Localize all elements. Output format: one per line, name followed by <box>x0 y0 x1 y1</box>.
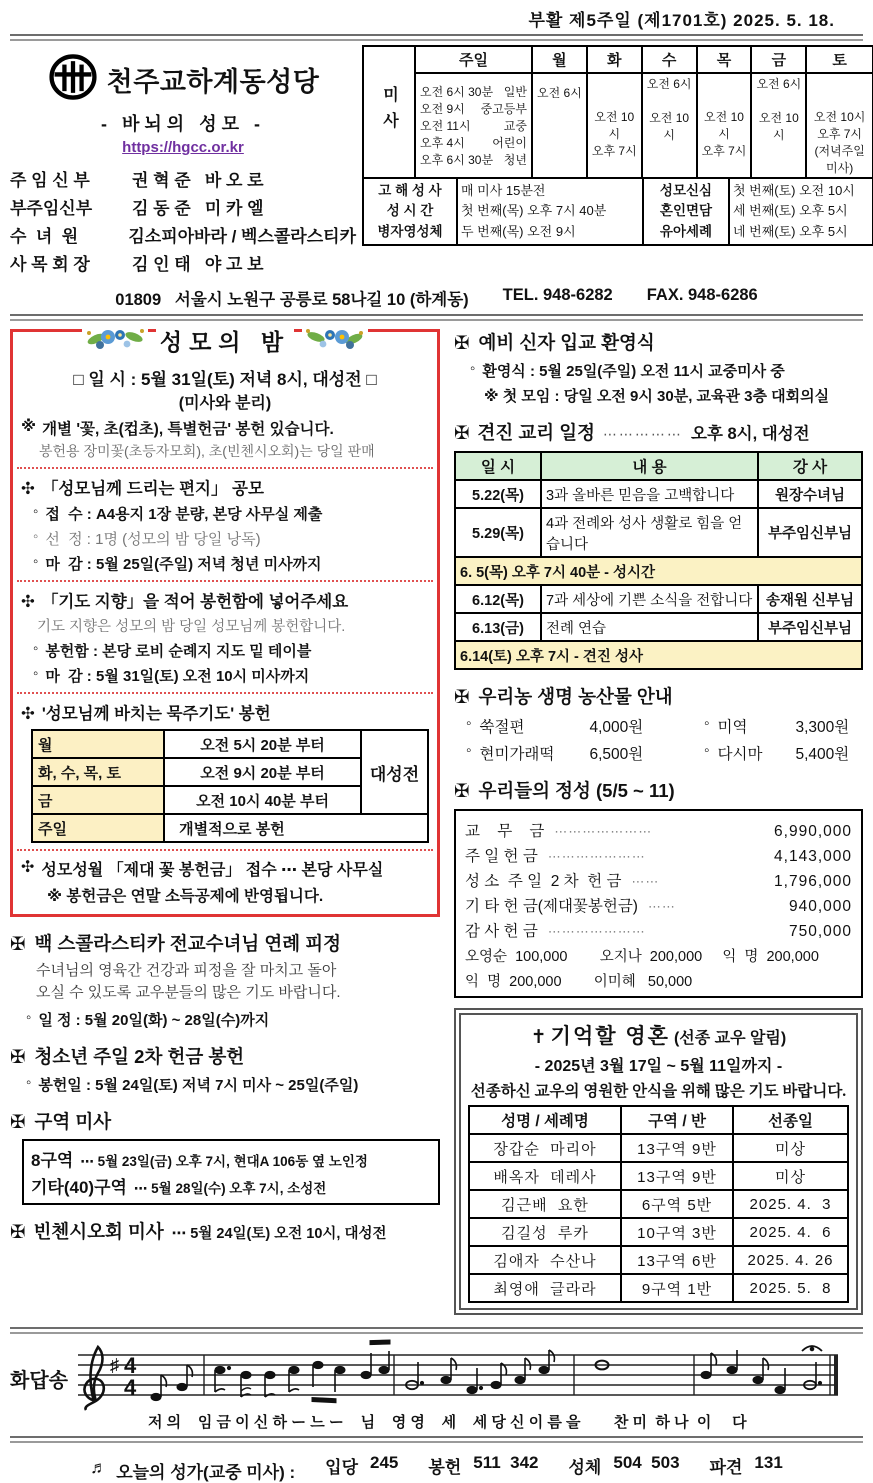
item-bullet: ◦ <box>33 528 39 545</box>
intention-item: 봉헌함 : 본당 로비 순례지 지도 밑 테이블 <box>45 643 312 660</box>
sacrament-labels: 성모신심 혼인면담 유아세례 <box>643 178 729 245</box>
welcome-section <box>454 329 863 406</box>
event-datetime: □ 일 시 : 5월 31일(토) 저녁 8시, 대성전 □ <box>73 370 377 389</box>
masthead <box>10 45 866 278</box>
table-row: 김애자 수산나 13구역 6반 2025. 4. 26 <box>469 1246 848 1274</box>
key-signature-sharp: ♯ <box>109 1355 119 1375</box>
music-note-icon: ♬ <box>90 1458 108 1477</box>
produce-section <box>454 683 863 764</box>
music-notes <box>151 1340 822 1403</box>
flower-decoration-icon <box>82 325 148 356</box>
confirmation-title: 견진 교리 일정 <box>477 422 596 443</box>
letter-item: 마 감 : 5월 25일(주일) 저녁 청년 미사까지 <box>45 556 322 573</box>
hymn-number: 511 342 <box>473 1453 539 1472</box>
rosary-day: 화, 수, 목, 토 <box>32 758 164 786</box>
retreat-item: 일 정 : 5월 20일(화) ~ 28일(수)까지 <box>38 1011 270 1029</box>
youth-offering-title: 청소년 주일 2차 헌금 봉헌 <box>34 1045 245 1067</box>
staff-name: 김 동 준 미 카 엘 <box>132 199 264 218</box>
section-bullet-icon: ✠ <box>454 780 470 801</box>
mass-col-header: 금 <box>751 46 806 73</box>
produce-price: 5,400원 <box>795 746 850 763</box>
staff-role: 사 목 회 장 <box>10 255 90 274</box>
mass-kind: 교중 <box>503 119 527 133</box>
top-divider <box>10 34 863 41</box>
produce-price: 3,300원 <box>795 719 850 736</box>
rosary-location: 대성전 <box>361 730 428 814</box>
welcome-note: ※ 첫 모임 : 당일 오전 9시 30분, 교육관 3층 대회의실 <box>484 388 830 405</box>
table-row: 6.13(금) 전례 연습 부주임신부님 <box>455 613 862 641</box>
time-signature-bottom: 4 <box>123 1375 137 1400</box>
hymn-number: 504 503 <box>613 1453 680 1472</box>
dotted-divider <box>17 580 433 582</box>
mass-kind: 중고등부 <box>480 102 527 116</box>
retreat-body: 오실 수 있도록 교우분들의 많은 기도 바랍니다. <box>36 983 341 1001</box>
table-row: 6.14(토) 오후 7시 - 견진 성사 <box>455 641 862 669</box>
staff-row <box>10 250 356 275</box>
responsorial-psalm <box>10 1339 863 1417</box>
table-header: 내 용 <box>541 452 758 480</box>
mass-time: 오전 9시 <box>420 102 465 116</box>
memorial-subtitle: (선종 교우 알림) <box>673 1030 787 1047</box>
flower-fee-title: 성모성월 「제대 꽃 봉헌금」 접수 ⋯ 본당 사무실 <box>41 862 384 879</box>
mass-time: 오전 11시 <box>420 119 471 133</box>
mass-kind: 일반 <box>503 85 527 99</box>
section-bullet-icon: ✠ <box>454 422 470 443</box>
district-name: 8구역 <box>31 1150 74 1170</box>
prayer-intention-sub: 기도 지향은 성모의 밤 당일 성모님께 봉헌합니다. <box>37 619 346 635</box>
mass-time: 오후 4시 <box>420 136 465 150</box>
offering-name: 교 무 금 <box>465 823 545 840</box>
district-detail: ⋯ 5월 28일(수) 오후 7시, 소성전 <box>133 1180 327 1196</box>
retreat-body: 수녀님의 영육간 건강과 피정을 잘 마치고 돌아 <box>36 962 337 979</box>
donor-line: 오영순 100,000 오지나 200,000 익 명 200,000 <box>465 949 819 965</box>
vincent-mass-detail: ⋯ 5월 24일(토) 오전 10시, 대성전 <box>171 1225 387 1242</box>
website-link[interactable]: https://hgcc.or.kr <box>122 139 244 156</box>
produce-price: 6,500원 <box>589 746 644 763</box>
letter-item: 접 수 : A4용지 1장 분량, 본당 사무실 제출 <box>45 506 323 523</box>
vincent-mass-section <box>10 1218 440 1244</box>
mass-schedule-table <box>362 45 873 179</box>
table-header: 일 시 <box>455 452 541 480</box>
sacrament-values: 첫 번째(토) 오전 10시 세 번째(토) 오후 5시 네 번째(토) 오후 5시 <box>729 178 873 245</box>
dotted-divider <box>17 467 433 469</box>
flower-fee-note: ※ 봉헌금은 연말 소득공제에 반영됩니다. <box>47 888 324 905</box>
table-header: 성명 / 세례명 <box>469 1106 621 1134</box>
item-bullet: ◦ <box>33 503 39 520</box>
offering-amount: 750,000 <box>788 923 852 940</box>
cross-bullet-icon: ✣ <box>21 593 35 611</box>
staff-row <box>10 194 356 219</box>
prayer-intention-title: 「기도 지향」을 적어 봉헌함에 넣어주세요 <box>41 593 349 611</box>
hymn-name: 봉헌 <box>428 1458 462 1477</box>
staff-name: 김 인 태 야 고 보 <box>132 255 264 274</box>
item-bullet: ◦ <box>466 742 472 759</box>
section-bullet-icon: ✠ <box>10 933 26 954</box>
hymns-label: 오늘의 성가(교중 미사) : <box>116 1463 296 1482</box>
hymn-name: 성체 <box>568 1458 602 1477</box>
mass-col-header: 토 <box>806 46 873 73</box>
flower-decoration-icon <box>302 325 368 356</box>
rosary-time: 개별적으로 봉헌 <box>164 814 428 842</box>
leader-dots: ⋯⋯⋯⋯⋯⋯⋯ <box>547 924 646 939</box>
hymn-number: 245 <box>370 1453 399 1472</box>
final-barline <box>834 1355 838 1395</box>
mass-col-header: 수 <box>642 46 697 73</box>
memorial-table <box>468 1105 849 1303</box>
mass-time: 오전 6시 30분 <box>420 85 494 99</box>
rosary-time: 오전 5시 20분 부터 <box>164 730 361 758</box>
staff-role: 주 임 신 부 <box>10 171 90 190</box>
table-row: 5.29(목) 4과 전례와 성사 생활로 힘을 얻습니다 부주임신부님 <box>455 508 862 557</box>
cross-bullet-icon: ✣ <box>21 859 35 876</box>
leader-dots: ⋯⋯ <box>647 899 676 914</box>
district-mass-section <box>10 1108 440 1205</box>
time-signature-top: 4 <box>123 1353 137 1378</box>
produce-price: 4,000원 <box>589 719 644 736</box>
music-staff <box>74 1339 842 1417</box>
note-bullet: ※ <box>21 418 37 435</box>
mass-time: 오후 6시 30분 <box>420 153 494 167</box>
memorial-message: 선종하신 교우의 영원한 안식을 위해 많은 기도 바랍니다. <box>470 1083 847 1100</box>
cross-bullet-icon: ✣ <box>21 480 35 498</box>
welcome-title: 예비 신자 입교 환영식 <box>478 332 655 353</box>
event-datetime-sub: (미사와 분리) <box>178 395 272 412</box>
mass-kind: 청년 <box>503 153 527 167</box>
district-mass-title: 구역 미사 <box>34 1110 112 1132</box>
header-divider <box>10 314 863 321</box>
table-row: 김근배 요한 6구역 5반 2025. 4. 3 <box>469 1190 848 1218</box>
staff-role: 수 녀 원 <box>10 227 79 246</box>
mass-row-label: 미사 <box>363 46 415 178</box>
item-bullet: ◦ <box>466 715 472 732</box>
church-name: 천주교하계동성당 <box>106 67 320 97</box>
rosary-time: 오전 9시 20분 부터 <box>164 758 361 786</box>
table-row: 6. 5(목) 오후 7시 40분 - 성시간 <box>455 557 862 585</box>
offerings-box <box>454 809 863 998</box>
mass-tue-cell: 오전 10시 오후 7시 <box>587 73 642 178</box>
offer-note: 개별 '꽃, 초(컵초), 특별헌금' 봉헌 있습니다. <box>42 421 334 438</box>
staff-role: 부주임신부 <box>10 199 93 218</box>
staff-row <box>10 222 356 247</box>
hymn-numbers-line <box>10 1453 863 1483</box>
sacrament-schedule-table <box>362 177 873 246</box>
rosary-day: 주일 <box>32 814 164 842</box>
district-name: 기타(40)구역 <box>31 1177 127 1197</box>
leader-dots: ⋯⋯⋯⋯⋯ <box>603 426 684 442</box>
madonna-night-box <box>10 329 440 917</box>
table-row: 김길성 루카 10구역 3반 2025. 4. 6 <box>469 1218 848 1246</box>
item-bullet: ◦ <box>470 360 476 377</box>
offering-amount: 940,000 <box>788 898 852 915</box>
dotted-divider <box>17 849 433 851</box>
hymn-name: 입당 <box>325 1458 359 1477</box>
item-bullet: ◦ <box>33 640 39 657</box>
table-row: 배옥자 데레사 13구역 9반 미상 <box>469 1162 848 1190</box>
table-row: 최영애 글라라 9구역 1반 2025. 5. 8 <box>469 1274 848 1302</box>
church-motto: - 바뇌의 성모 - <box>101 114 265 134</box>
cross-bullet-icon: ✣ <box>21 705 35 723</box>
memorial-box <box>454 1008 863 1315</box>
letter-item: 선 정 : 1명 (성모의 밤 당일 낭독) <box>45 531 261 548</box>
mass-wed-cell: 오전 6시 오전 10시 <box>642 73 697 178</box>
offering-amount: 4,143,000 <box>774 848 852 865</box>
rosary-day: 금 <box>32 786 164 814</box>
item-bullet: ◦ <box>26 1073 32 1091</box>
youth-offering-item: 봉헌일 : 5월 24일(토) 저녁 7시 미사 ~ 25일(주일) <box>38 1076 359 1094</box>
offering-amount: 6,990,000 <box>774 823 852 840</box>
section-bullet-icon: ✠ <box>454 332 470 353</box>
fax: FAX. 948-6286 <box>646 286 758 304</box>
mass-col-header: 월 <box>532 46 587 73</box>
table-row: 5.22(목) 3과 올바른 믿음을 고백합니다 원장수녀님 <box>455 480 862 508</box>
table-header: 선종일 <box>733 1106 848 1134</box>
produce-name: 다시마 <box>717 746 763 763</box>
mass-thu-cell: 오전 10시 오후 7시 <box>697 73 752 178</box>
leader-dots: ⋯⋯⋯⋯⋯⋯⋯ <box>554 824 653 839</box>
mass-mon-cell: 오전 6시 <box>532 73 587 178</box>
leader-dots: ⋯⋯⋯⋯⋯⋯⋯ <box>547 849 646 864</box>
retreat-title: 백 스콜라스티카 전교수녀님 연례 피정 <box>34 933 342 954</box>
produce-name: 현미가래떡 <box>479 746 555 763</box>
mass-fri-cell: 오전 6시 오전 10시 <box>751 73 806 178</box>
section-bullet-icon: ✠ <box>10 1045 26 1067</box>
offering-name: 감 사 헌 금 <box>465 923 538 940</box>
offering-name: 주 일 헌 금 <box>465 848 538 865</box>
sacrament-values: 매 미사 15분전 첫 번째(목) 오후 7시 40분 두 번째(목) 오전 9시 <box>457 178 643 245</box>
lyrics-line: 저 의 임 금 이 신 하 ー 느 ー 님 영 영 세 세 당 신 이 름 을 찬 미 하 나 이 다 <box>148 1414 747 1431</box>
issue-line: 부활 제5주일 (제1701호) 2025. 5. 18. <box>528 11 835 30</box>
bottom-divider <box>10 1436 863 1443</box>
hymn-name: 파견 <box>709 1458 743 1477</box>
table-row: 6.12(목) 7과 세상에 기쁜 소식을 전합니다 송재원 신부님 <box>455 585 862 613</box>
mass-sunday-cell <box>415 73 532 178</box>
item-bullet: ◦ <box>33 553 39 570</box>
section-bullet-icon: ✠ <box>454 686 470 707</box>
confirmation-table <box>454 451 863 670</box>
sacrament-labels: 고 해 성 사 성 시 간 병자영성체 <box>363 178 457 245</box>
rosary-offering-title: '성모님께 바치는 묵주기도' 봉헌 <box>41 705 271 723</box>
church-logo-icon <box>47 53 99 106</box>
staff-name: 권 혁 준 바 오 로 <box>132 171 264 190</box>
staff-name: 김소피아바라 / 벡스콜라스티카 <box>128 227 356 246</box>
address-line <box>10 286 863 310</box>
mass-sat-cell: 오전 10시 오후 7시 (저녁주일미사) <box>806 73 873 178</box>
item-bullet: ◦ <box>33 665 39 682</box>
youth-offering-section <box>10 1043 440 1095</box>
offerings-title: 우리들의 정성 (5/5 ~ 11) <box>478 780 675 801</box>
memorial-period: - 2025년 3월 17일 ~ 5월 11일까지 - <box>534 1058 783 1075</box>
retreat-section <box>10 930 440 1030</box>
item-bullet: ◦ <box>704 715 710 732</box>
produce-name: 미역 <box>717 719 748 736</box>
district-detail: ⋯ 5월 23일(금) 오후 7시, 현대A 106동 옆 노인정 <box>80 1153 368 1169</box>
offering-name: 기 타 헌 금(제대꽃봉헌금) <box>465 898 638 915</box>
section-bullet-icon: ✠ <box>10 1220 26 1242</box>
rosary-schedule-table <box>31 729 429 843</box>
offerings-section <box>454 777 863 998</box>
district-mass-box <box>22 1139 440 1205</box>
item-bullet: ◦ <box>704 742 710 759</box>
letter-contest-title: 「성모님께 드리는 편지」 공모 <box>41 480 264 498</box>
mass-kind: 어린이 <box>492 136 527 150</box>
mass-col-header: 주일 <box>415 46 532 73</box>
confirmation-section <box>454 419 863 670</box>
memorial-title: 기억할 영혼 <box>550 1025 670 1048</box>
footer-divider <box>10 1327 863 1334</box>
intention-item: 마 감 : 5월 31일(토) 오전 10시 미사까지 <box>45 668 310 685</box>
confirmation-time-place: 오후 8시, 대성전 <box>691 425 810 443</box>
produce-title: 우리농 생명 농산물 안내 <box>478 686 673 707</box>
table-row: 장갑순 마리아 13구역 9반 미상 <box>469 1134 848 1162</box>
welcome-item: 환영식 : 5월 25일(주일) 오전 11시 교중미사 중 <box>482 363 785 380</box>
staff-row <box>10 166 356 191</box>
offering-name: 성 소 주 일 2 차 헌 금 <box>465 873 622 890</box>
table-header: 강 사 <box>758 452 862 480</box>
address: 01809 서울시 노원구 공릉로 58나길 10 (하계동) <box>115 291 469 309</box>
rosary-time: 오전 10시 40분 부터 <box>164 786 361 814</box>
hymn-number: 131 <box>754 1453 783 1472</box>
phone: TEL. 948-6282 <box>502 286 613 304</box>
item-bullet: ◦ <box>26 1008 32 1026</box>
madonna-night-title: 성모의 밤 <box>156 324 294 357</box>
section-bullet-icon: ✠ <box>10 1110 26 1132</box>
mass-col-header: 화 <box>587 46 642 73</box>
vincent-mass-title: 빈첸시오회 미사 <box>33 1220 164 1242</box>
treble-clef-icon <box>84 1347 103 1410</box>
donor-line: 익 명 200,000 이미혜 50,000 <box>465 974 693 990</box>
offering-amount: 1,796,000 <box>774 873 852 890</box>
produce-name: 쑥절편 <box>479 719 525 736</box>
rosary-day: 월 <box>32 730 164 758</box>
table-header: 구역 / 반 <box>621 1106 733 1134</box>
responsorial-label: 화답송 <box>10 1369 68 1392</box>
cross-icon: ✝ <box>530 1027 547 1048</box>
dotted-divider <box>17 692 433 694</box>
leader-dots: ⋯⋯ <box>631 874 660 889</box>
mass-col-header: 목 <box>697 46 752 73</box>
offer-note-sub: 봉헌용 장미꽃(초등자모회), 초(빈첸시오회)는 당일 판매 <box>39 443 375 459</box>
